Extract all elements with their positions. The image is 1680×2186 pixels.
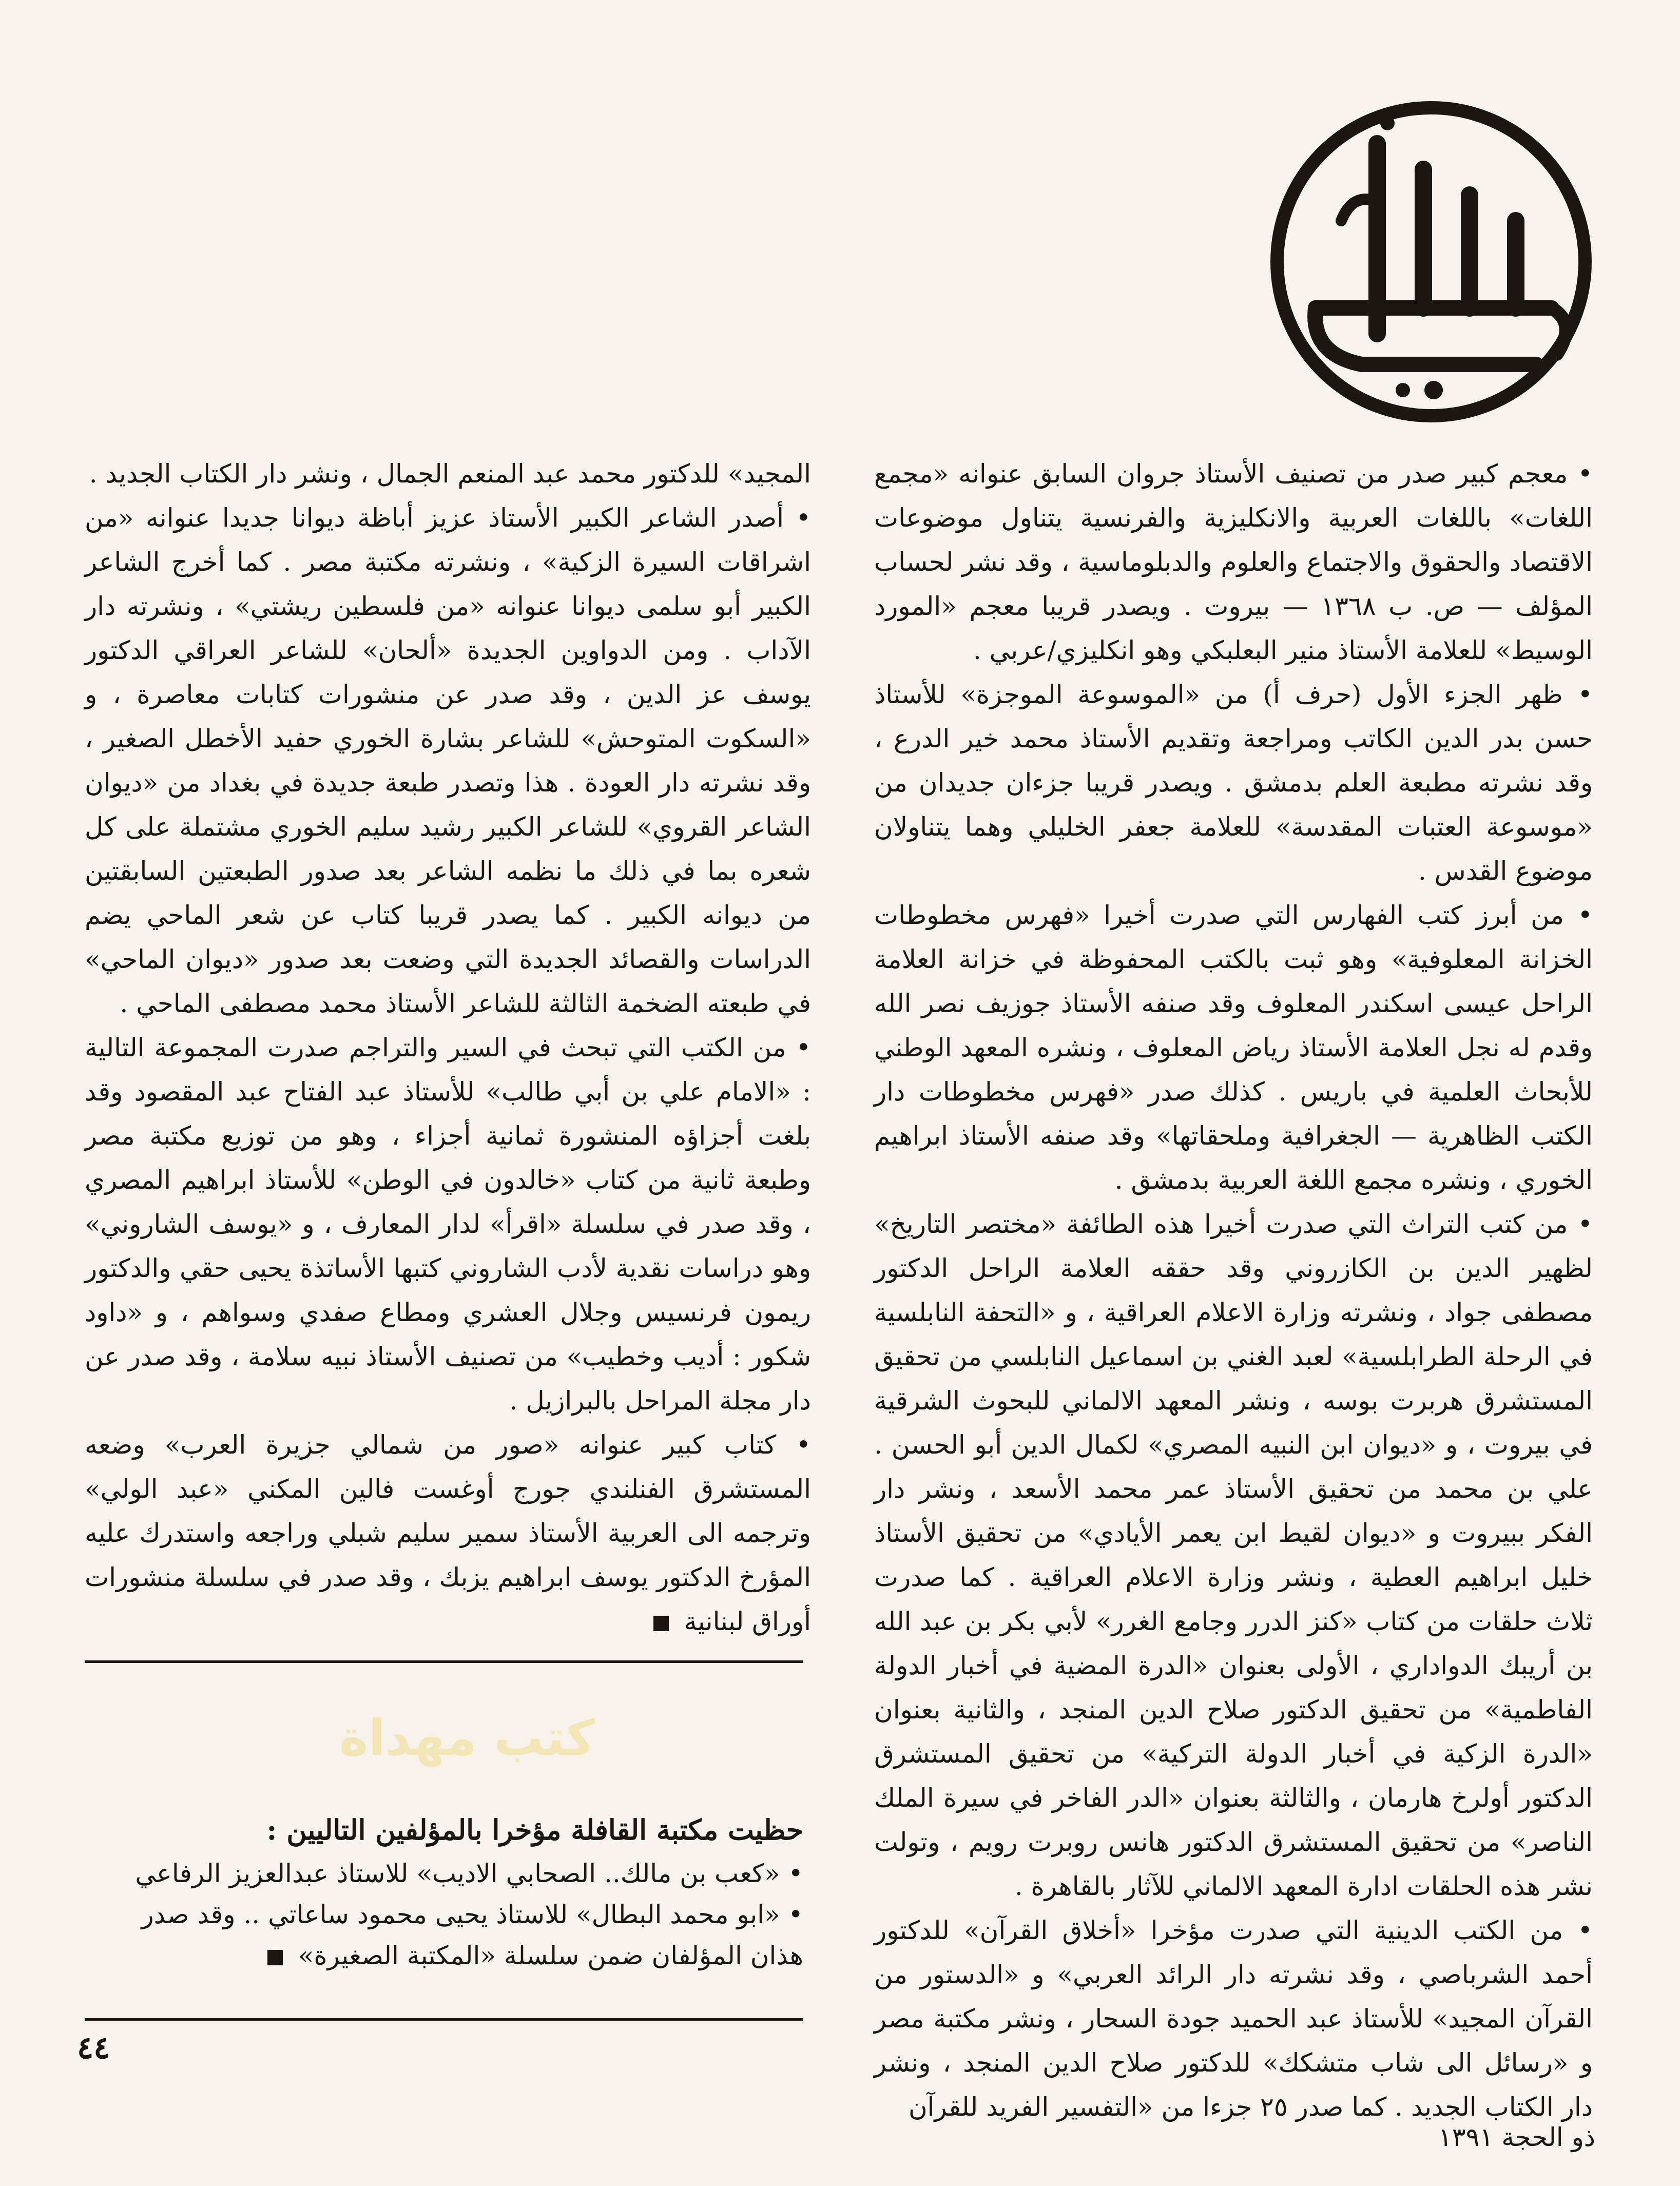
gift-item-text: • «ابو محمد البطال» للاستاذ يحيى محمود ساعاتي .. وقد صدر هذان المؤلفان ضمن سلسلة «المكتبة الصغيرة» bbox=[141, 1900, 803, 1970]
news-item: المجيد» للدكتور محمد عبد المنعم الجمال ، ونشر دار الكتاب الجديد . bbox=[89, 459, 811, 489]
gifts-section-title: كتب مهداة bbox=[339, 1709, 595, 1767]
news-item: • من الكتب الدينية التي صدرت مؤخرا «أخلاق القرآن» للدكتور أحمد الشرباصي ، وقد نشرته دار الرائد العربي» و «الدستور من القرآن المجيد» للأستاذ عبد الحميد جودة السحار ، ونشر مكتبة مصر و «رسائل الى شاب متشكك» للدكتور صلاح الدين المنجد ، ونشر دار الكتاب الجديد . كما صدر ٢٥ جزءا من «التفسير الفريد للقرآن bbox=[874, 1916, 1593, 2122]
footer-date: ذو الحجة ١٣٩١ bbox=[1438, 2122, 1595, 2152]
gift-item: • «كعب بن مالك.. الصحابي الاديب» للاستاذ عبدالعزيز الرفاعي bbox=[135, 1859, 803, 1888]
left-column bbox=[85, 452, 811, 1643]
masthead-logo bbox=[1249, 67, 1608, 436]
news-item: • ظهر الجزء الأول (حرف أ) من «الموسوعة الموجزة» للأستاذ حسن بدر الدين الكاتب ومراجعة وتقديم الأستاذ محمد خير الدرع ، وقد نشرته مطبعة العلم بدمشق . ويصدر قريبا جزءان جديدان من «موسوعة العتبات المقدسة» للعلامة جعفر الخليلي وهما يتناولان موضوع القدس . bbox=[874, 680, 1593, 886]
right-column bbox=[874, 452, 1593, 2129]
news-item bbox=[85, 1423, 811, 1643]
section-divider bbox=[85, 2018, 803, 2021]
end-mark-icon bbox=[267, 1950, 283, 1965]
gifts-list bbox=[85, 1853, 803, 1976]
news-item: • معجم كبير صدر من تصنيف الأستاذ جروان السابق عنوانه «مجمع اللغات» باللغات العربية والانكليزية والفرنسية يتناول موضوعات الاقتصاد والحقوق والاجتماع والعلوم والدبلوماسية ، وقد نشر لحساب المؤلف — ص. ب ١٣٦٨ — بيروت . ويصدر قريبا معجم «المورد الوسيط» للعلامة الأستاذ منير البعلبكي وهو انكليزي/عربي . bbox=[874, 459, 1593, 665]
news-item: • من الكتب التي تبحث في السير والتراجم صدرت المجموعة التالية : «الامام علي بن أبي طالب» للأستاذ عبد الفتاح عبد المقصود وقد بلغت أجزاؤه المنشورة ثمانية أجزاء ، وهو من توزيع مكتبة مصر وطبعة ثانية من كتاب «خالدون في الوطن» للأستاذ ابراهيم المصري ، وقد صدر في سلسلة «اقرأ» لدار المعارف ، و «يوسف الشاروني» وهو دراسات نقدية لأدب الشاروني كتبها الأساتذة يحيى حقي والدكتور ريمون فرنسيس وجلال العشري ومطاع صفدي وسواهم ، و «داود شكور : أديب وخطيب» من تصنيف الأستاذ نبيه سلامة ، وقد صدر عن دار مجلة المراحل بالبرازيل . bbox=[85, 1033, 811, 1416]
gift-item bbox=[85, 1894, 803, 1976]
news-item: • أصدر الشاعر الكبير الأستاذ عزيز أباظة ديوانا جديدا عنوانه «من اشراقات السيرة الزكية» ، ونشرته مكتبة مصر . كما أخرج الشاعر الكبير أبو سلمى ديوانا عنوانه «من فلسطين ريشتي» ، ونشرته دار الآداب . ومن الدواوين الجديدة «ألحان» للشاعر العراقي الدكتور يوسف عز الدين ، وقد صدر عن منشورات كتابات معاصرة ، و «السكوت المتوحش» للشاعر بشارة الخوري حفيد الأخطل الصغير ، وقد نشرته دار العودة . هذا وتصدر طبعة جديدة في بغداد من «ديوان الشاعر القروي» للشاعر الكبير رشيد سليم الخوري مشتملة على كل شعره بما في ذلك ما نظمه الشاعر بعد صدور الطبعتين السابقتين من ديوانه الكبير . كما يصدر قريبا كتاب عن شعر الماحي يضم الدراسات والقصائد الجديدة التي وضعت بعد صدور «ديوان الماحي» في طبعته الضخمة الثالثة للشاعر الأستاذ محمد مصطفى الماحي . bbox=[85, 503, 811, 1018]
page-number: ٤٤ bbox=[77, 2030, 110, 2066]
end-mark-icon bbox=[653, 1616, 669, 1631]
gifts-heading: حظيت مكتبة القافلة مؤخرا بالمؤلفين التاليين : bbox=[266, 1813, 803, 1846]
news-item-text: • كتاب كبير عنوانه «صور من شمالي جزيرة العرب» وضعه المستشرق الفنلندي جورج أوغست فالين المكني «عبد الولي» وترجمه الى العربية الأستاذ سمير سليم شبلي وراجعه واستدرك عليه المؤرخ الدكتور يوسف ابراهيم يزبك ، وقد صدر في سلسلة منشورات أوراق لبنانية bbox=[85, 1430, 811, 1636]
calligraphy-logo-icon bbox=[1249, 67, 1608, 436]
news-item: • من كتب التراث التي صدرت أخيرا هذه الطائفة «مختصر التاريخ» لظهير الدين بن الكازروني وقد حققه العلامة الراحل الدكتور مصطفى جواد ، ونشرته وزارة الاعلام العراقية ، و «التحفة النابلسية في الرحلة الطرابلسية» لعبد الغني بن اسماعيل النابلسي من تحقيق المستشرق هربرت بوسه ، ونشر المعهد الالماني للبحوث الشرقية في بيروت ، و «ديوان ابن النبيه المصري» لكمال الدين أبو الحسن . علي بن محمد من تحقيق الأستاذ عمر محمد الأسعد ، ونشر دار الفكر ببيروت و «ديوان لقيط ابن يعمر الأيادي» من تحقيق الأستاذ خليل ابراهيم العطية ، ونشر وزارة الاعلام العراقية . كما صدرت ثلاث حلقات من كتاب «كنز الدرر وجامع الغرر» لأبي بكر بن عبد الله بن أريبك الدواداري ، الأولى بعنوان «الدرة المضية في أخبار الدولة الفاطمية» من تحقيق الدكتور صلاح الدين المنجد ، والثانية بعنوان «الدرة الزكية في أخبار الدولة التركية» من تحقيق المستشرق الدكتور أولرخ هارمان ، والثالثة بعنوان «الدر الفاخر في سيرة الملك الناصر» من تحقيق المستشرق الدكتور هانس روبرت رويم ، وتولت نشر هذه الحلقات ادارة المعهد الالماني للآثار بالقاهرة . bbox=[874, 1209, 1593, 1901]
news-item: • من أبرز كتب الفهارس التي صدرت أخيرا «فهرس مخطوطات الخزانة المعلوفية» وهو ثبت بالكتب المحفوظة في خزانة العلامة الراحل عيسى اسكندر المعلوف وقد صنفه الأستاذ جوزيف نصر الله وقدم له نجل العلامة الأستاذ رياض المعلوف ، ونشره المعهد الوطني للأبحاث العلمية في باريس . كذلك صدر «فهرس مخطوطات دار الكتب الظاهرية — الجغرافية وملحقاتها» وقد صنفه الأستاذ ابراهيم الخوري ، ونشره مجمع اللغة العربية بدمشق . bbox=[874, 900, 1593, 1195]
section-divider bbox=[85, 1660, 803, 1663]
